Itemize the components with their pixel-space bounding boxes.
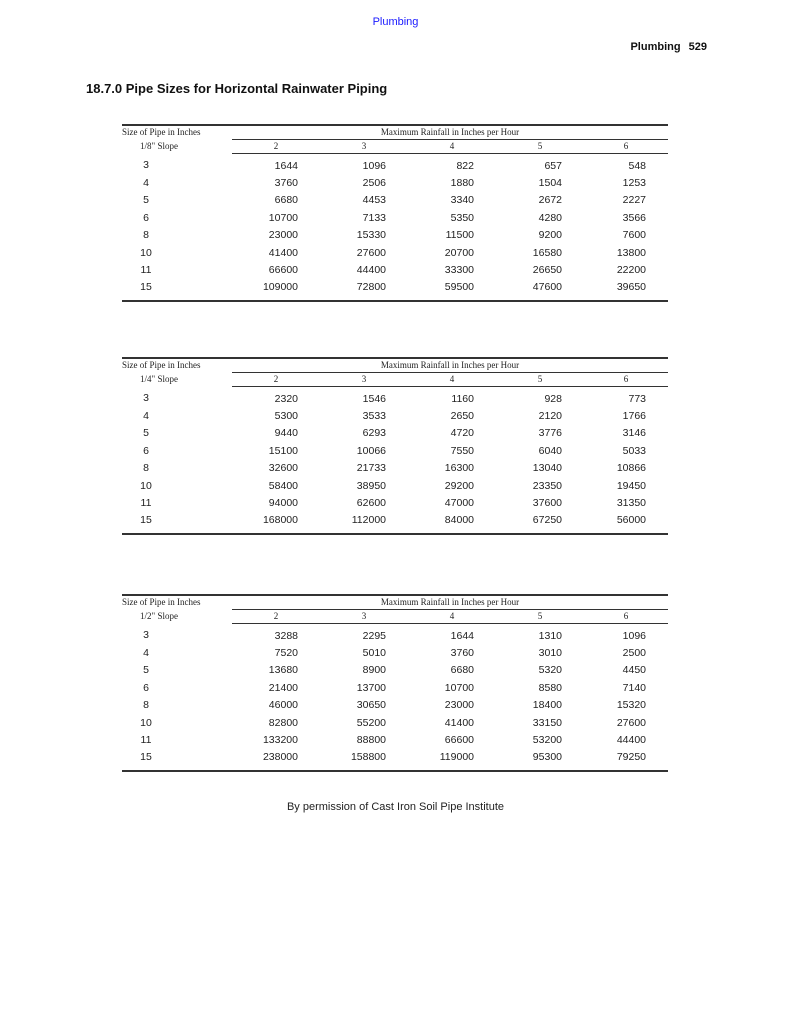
- rainfall-value-cell: 928: [544, 392, 562, 405]
- rainfall-value-cell: 11500: [445, 229, 474, 242]
- slope-label: [122, 140, 232, 154]
- rainfall-column-label: 6: [584, 140, 668, 154]
- table-row: [122, 662, 668, 679]
- rainfall-value-cell: 10866: [616, 462, 647, 475]
- rainfall-value-cell: 2227: [622, 194, 647, 207]
- rainfall-value-cell: 119000: [439, 751, 474, 764]
- pipe-size-cell: 8: [143, 699, 149, 712]
- rainfall-value-cell: 21733: [356, 462, 386, 475]
- pipe-size-cell: 3: [143, 159, 149, 172]
- permission-note: By permission of Cast Iron Soil Pipe Institute: [286, 801, 505, 813]
- rainfall-value-cell: 66600: [268, 264, 298, 277]
- rainfall-value-cell: 4450: [622, 664, 647, 677]
- rainfall-value-cell: 15330: [356, 229, 386, 242]
- table-row: [122, 714, 668, 731]
- rainfall-value-cell: 41400: [268, 246, 298, 259]
- rainfall-value-cell: 67250: [532, 514, 562, 527]
- rainfall-value-cell: 46000: [268, 699, 298, 712]
- rainfall-value-cell: 109000: [262, 281, 298, 294]
- size-column-header: Size of Pipe in Inches: [122, 597, 201, 608]
- rainfall-value-cell: 53200: [532, 734, 562, 747]
- rainfall-value-cell: 6293: [362, 427, 386, 440]
- rainfall-value-cell: 38950: [356, 479, 386, 492]
- rainfall-value-cell: 5010: [362, 647, 386, 660]
- rainfall-value-cell: 58400: [268, 479, 298, 492]
- table-row: [122, 244, 668, 261]
- table-row: [122, 512, 668, 529]
- rainfall-value-cell: 3760: [450, 647, 474, 660]
- rainfall-value-cell: 94000: [268, 497, 298, 510]
- rainfall-value-cell: 238000: [262, 751, 298, 764]
- table-row: [122, 261, 668, 278]
- running-head: [630, 41, 707, 53]
- rainfall-value-cell: 37600: [532, 497, 562, 510]
- table-row: [122, 494, 668, 511]
- rainfall-value-cell: 33300: [444, 264, 474, 277]
- pipe-size-cell: 15: [140, 751, 152, 764]
- rainfall-value-cell: 133200: [262, 734, 298, 747]
- rainfall-value-cell: 95300: [532, 751, 562, 764]
- rainfall-value-cell: 9200: [538, 229, 562, 242]
- rainfall-value-cell: 7133: [362, 211, 386, 224]
- rainfall-column-label: 5: [496, 373, 584, 387]
- rainfall-value-cell: 27600: [356, 246, 386, 259]
- rainfall-value-cell: 47600: [532, 281, 562, 294]
- pipe-size-cell: 11: [140, 497, 152, 510]
- rainfall-value-cell: 2500: [622, 647, 647, 660]
- table-bottom-rule: [122, 770, 668, 772]
- rainfall-value-cell: 13700: [356, 681, 386, 694]
- pipe-size-table: [122, 359, 668, 529]
- rainfall-column-label: 2: [232, 140, 320, 154]
- table-row: [122, 442, 668, 459]
- slope-label: [122, 373, 232, 387]
- rainfall-value-cell: 13800: [616, 246, 647, 259]
- rainfall-value-cell: 15100: [268, 444, 298, 457]
- rainfall-column-label: 6: [584, 610, 668, 624]
- pipe-size-cell: 6: [143, 444, 149, 457]
- rainfall-value-cell: 47000: [444, 497, 474, 510]
- rainfall-value-cell: 8580: [538, 681, 562, 694]
- pipe-size-table-1-2-slope: [122, 594, 668, 772]
- rainfall-value-cell: 2120: [538, 410, 562, 423]
- size-column-header: Size of Pipe in Inches: [122, 127, 201, 138]
- rainfall-value-cell: 7600: [622, 229, 647, 242]
- rainfall-value-cell: 112000: [351, 514, 386, 527]
- rainfall-value-cell: 6680: [450, 664, 474, 677]
- table-row: [122, 192, 668, 209]
- rainfall-value-cell: 23000: [444, 699, 474, 712]
- pipe-size-table: [122, 126, 668, 296]
- rainfall-value-cell: 4453: [362, 194, 386, 207]
- rainfall-value-cell: 1096: [622, 629, 647, 642]
- rainfall-column-header: Maximum Rainfall in Inches per Hour: [232, 359, 668, 373]
- pipe-size-cell: 15: [140, 514, 152, 527]
- pipe-size-table: [122, 596, 668, 766]
- rainfall-value-cell: 66600: [444, 734, 474, 747]
- rainfall-value-cell: 3146: [622, 427, 647, 440]
- rainfall-value-cell: 1160: [451, 392, 474, 405]
- table-row: [122, 174, 668, 191]
- pipe-size-cell: 11: [140, 264, 152, 277]
- pipe-size-cell: 3: [143, 629, 149, 642]
- rainfall-value-cell: 26650: [532, 264, 562, 277]
- rainfall-value-cell: 5033: [622, 444, 647, 457]
- rainfall-value-cell: 3566: [622, 211, 647, 224]
- rainfall-value-cell: 29200: [444, 479, 474, 492]
- rainfall-value-cell: 1644: [274, 159, 298, 172]
- table-row: [122, 679, 668, 696]
- table-bottom-rule: [122, 533, 668, 535]
- pipe-size-cell: 8: [143, 229, 149, 242]
- rainfall-column-label: 6: [584, 373, 668, 387]
- rainfall-value-cell: 59500: [444, 281, 474, 294]
- rainfall-value-cell: 41400: [444, 716, 474, 729]
- rainfall-value-cell: 3760: [274, 177, 298, 190]
- pipe-size-cell: 10: [140, 246, 152, 259]
- rainfall-value-cell: 5350: [450, 211, 474, 224]
- rainfall-value-cell: 6680: [274, 194, 298, 207]
- pipe-size-cell: 3: [143, 392, 149, 405]
- rainfall-value-cell: 9440: [274, 427, 298, 440]
- rainfall-column-header: Maximum Rainfall in Inches per Hour: [232, 126, 668, 140]
- table-row: [122, 209, 668, 226]
- pipe-size-cell: 8: [143, 462, 149, 475]
- rainfall-value-cell: 32600: [268, 462, 298, 475]
- rainfall-value-cell: 6040: [538, 444, 562, 457]
- pipe-size-cell: 4: [143, 177, 149, 190]
- table-row: [122, 644, 668, 661]
- pipe-size-cell: 4: [143, 647, 149, 660]
- rainfall-column-label: 2: [232, 610, 320, 624]
- rainfall-value-cell: 3340: [450, 194, 474, 207]
- rainfall-value-cell: 7140: [622, 681, 647, 694]
- rainfall-value-cell: 88800: [356, 734, 386, 747]
- rainfall-value-cell: 773: [628, 392, 647, 405]
- rainfall-value-cell: 1253: [622, 177, 647, 190]
- rainfall-value-cell: 79250: [616, 751, 647, 764]
- rainfall-value-cell: 2650: [450, 410, 474, 423]
- running-head-section: Plumbing: [630, 41, 681, 53]
- rainfall-value-cell: 23350: [532, 479, 562, 492]
- rainfall-column-label: 3: [320, 610, 408, 624]
- table-row: [122, 697, 668, 714]
- table-row: [122, 624, 668, 645]
- rainfall-column-label: 4: [408, 610, 496, 624]
- pipe-size-cell: 5: [143, 427, 149, 440]
- table-row: [122, 154, 668, 175]
- slope-label-text: 1/8" Slope: [140, 141, 178, 151]
- table-row: [122, 425, 668, 442]
- pipe-size-cell: 5: [143, 664, 149, 677]
- rainfall-value-cell: 2672: [538, 194, 562, 207]
- rainfall-value-cell: 23000: [268, 229, 298, 242]
- pipe-size-cell: 4: [143, 410, 149, 423]
- rainfall-value-cell: 33150: [532, 716, 562, 729]
- rainfall-column-header: Maximum Rainfall in Inches per Hour: [232, 596, 668, 610]
- rainfall-value-cell: 16580: [532, 246, 562, 259]
- rainfall-value-cell: 657: [544, 159, 562, 172]
- table-row: [122, 477, 668, 494]
- rainfall-value-cell: 20700: [444, 246, 474, 259]
- pipe-size-table-1-4-slope: [122, 357, 668, 535]
- rainfall-value-cell: 4720: [450, 427, 474, 440]
- rainfall-value-cell: 72800: [356, 281, 386, 294]
- slope-label: [122, 610, 232, 624]
- rainfall-value-cell: 21400: [268, 681, 298, 694]
- rainfall-value-cell: 31350: [616, 497, 647, 510]
- rainfall-value-cell: 1546: [362, 392, 386, 405]
- rainfall-value-cell: 84000: [444, 514, 474, 527]
- rainfall-value-cell: 44400: [356, 264, 386, 277]
- table-row: [122, 407, 668, 424]
- pipe-size-cell: 10: [140, 479, 152, 492]
- rainfall-column-label: 5: [496, 610, 584, 624]
- rainfall-value-cell: 62600: [356, 497, 386, 510]
- rainfall-value-cell: 39650: [616, 281, 647, 294]
- pipe-size-cell: 15: [140, 281, 152, 294]
- rainfall-value-cell: 168000: [262, 514, 298, 527]
- table-row: [122, 227, 668, 244]
- rainfall-column-label: 4: [408, 373, 496, 387]
- pipe-size-cell: 10: [140, 716, 152, 729]
- rainfall-column-label: 5: [496, 140, 584, 154]
- rainfall-value-cell: 82800: [268, 716, 298, 729]
- pipe-size-cell: 6: [143, 681, 149, 694]
- rainfall-value-cell: 2295: [362, 629, 386, 642]
- page-number: 529: [688, 41, 707, 53]
- rainfall-value-cell: 30650: [356, 699, 386, 712]
- table-row: [122, 387, 668, 408]
- rainfall-value-cell: 10700: [444, 681, 474, 694]
- rainfall-value-cell: 44400: [616, 734, 647, 747]
- rainfall-value-cell: 10066: [356, 444, 386, 457]
- table-row: [122, 460, 668, 477]
- rainfall-column-label: 4: [408, 140, 496, 154]
- rainfall-value-cell: 16300: [444, 462, 474, 475]
- pipe-size-cell: 5: [143, 194, 149, 207]
- rainfall-value-cell: 158800: [350, 751, 386, 764]
- slope-label-text: 1/2" Slope: [140, 611, 178, 621]
- rainfall-value-cell: 3776: [538, 427, 562, 440]
- rainfall-value-cell: 19450: [616, 479, 647, 492]
- rainfall-column-label: 3: [320, 373, 408, 387]
- rainfall-column-label: 2: [232, 373, 320, 387]
- rainfall-value-cell: 1096: [362, 159, 386, 172]
- pipe-size-table-1-8-slope: [122, 124, 668, 302]
- rainfall-value-cell: 822: [456, 159, 474, 172]
- slope-label-text: 1/4" Slope: [140, 374, 178, 384]
- rainfall-value-cell: 1644: [450, 629, 474, 642]
- rainfall-value-cell: 15320: [616, 699, 647, 712]
- rainfall-column-label: 3: [320, 140, 408, 154]
- rainfall-value-cell: 18400: [532, 699, 562, 712]
- rainfall-value-cell: 3288: [274, 629, 298, 642]
- rainfall-value-cell: 13040: [532, 462, 562, 475]
- rainfall-value-cell: 1766: [622, 410, 647, 423]
- table-row: [122, 731, 668, 748]
- table-row: [122, 279, 668, 296]
- rainfall-value-cell: 1310: [538, 629, 562, 642]
- section-title: 18.7.0 Pipe Sizes for Horizontal Rainwater Piping: [86, 81, 388, 96]
- rainfall-value-cell: 10700: [268, 211, 298, 224]
- rainfall-value-cell: 2506: [362, 177, 386, 190]
- rainfall-value-cell: 1504: [538, 177, 562, 190]
- pipe-size-cell: 6: [143, 211, 149, 224]
- rainfall-value-cell: 2320: [274, 392, 298, 405]
- rainfall-value-cell: 3533: [362, 410, 386, 423]
- rainfall-value-cell: 548: [628, 159, 647, 172]
- rainfall-value-cell: 56000: [616, 514, 647, 527]
- rainfall-value-cell: 27600: [616, 716, 647, 729]
- pipe-size-cell: 11: [140, 734, 152, 747]
- rainfall-value-cell: 1880: [450, 177, 474, 190]
- table-bottom-rule: [122, 300, 668, 302]
- rainfall-value-cell: 7520: [274, 647, 298, 660]
- rainfall-value-cell: 13680: [268, 664, 298, 677]
- rainfall-value-cell: 5300: [274, 410, 298, 423]
- rainfall-value-cell: 3010: [538, 647, 562, 660]
- rainfall-value-cell: 4280: [538, 211, 562, 224]
- rainfall-value-cell: 5320: [538, 664, 562, 677]
- rainfall-value-cell: 22200: [616, 264, 647, 277]
- rainfall-value-cell: 7550: [450, 444, 474, 457]
- top-link[interactable]: Plumbing: [372, 16, 419, 28]
- rainfall-value-cell: 55200: [356, 716, 386, 729]
- rainfall-value-cell: 8900: [362, 664, 386, 677]
- table-row: [122, 749, 668, 766]
- size-column-header: Size of Pipe in Inches: [122, 360, 201, 371]
